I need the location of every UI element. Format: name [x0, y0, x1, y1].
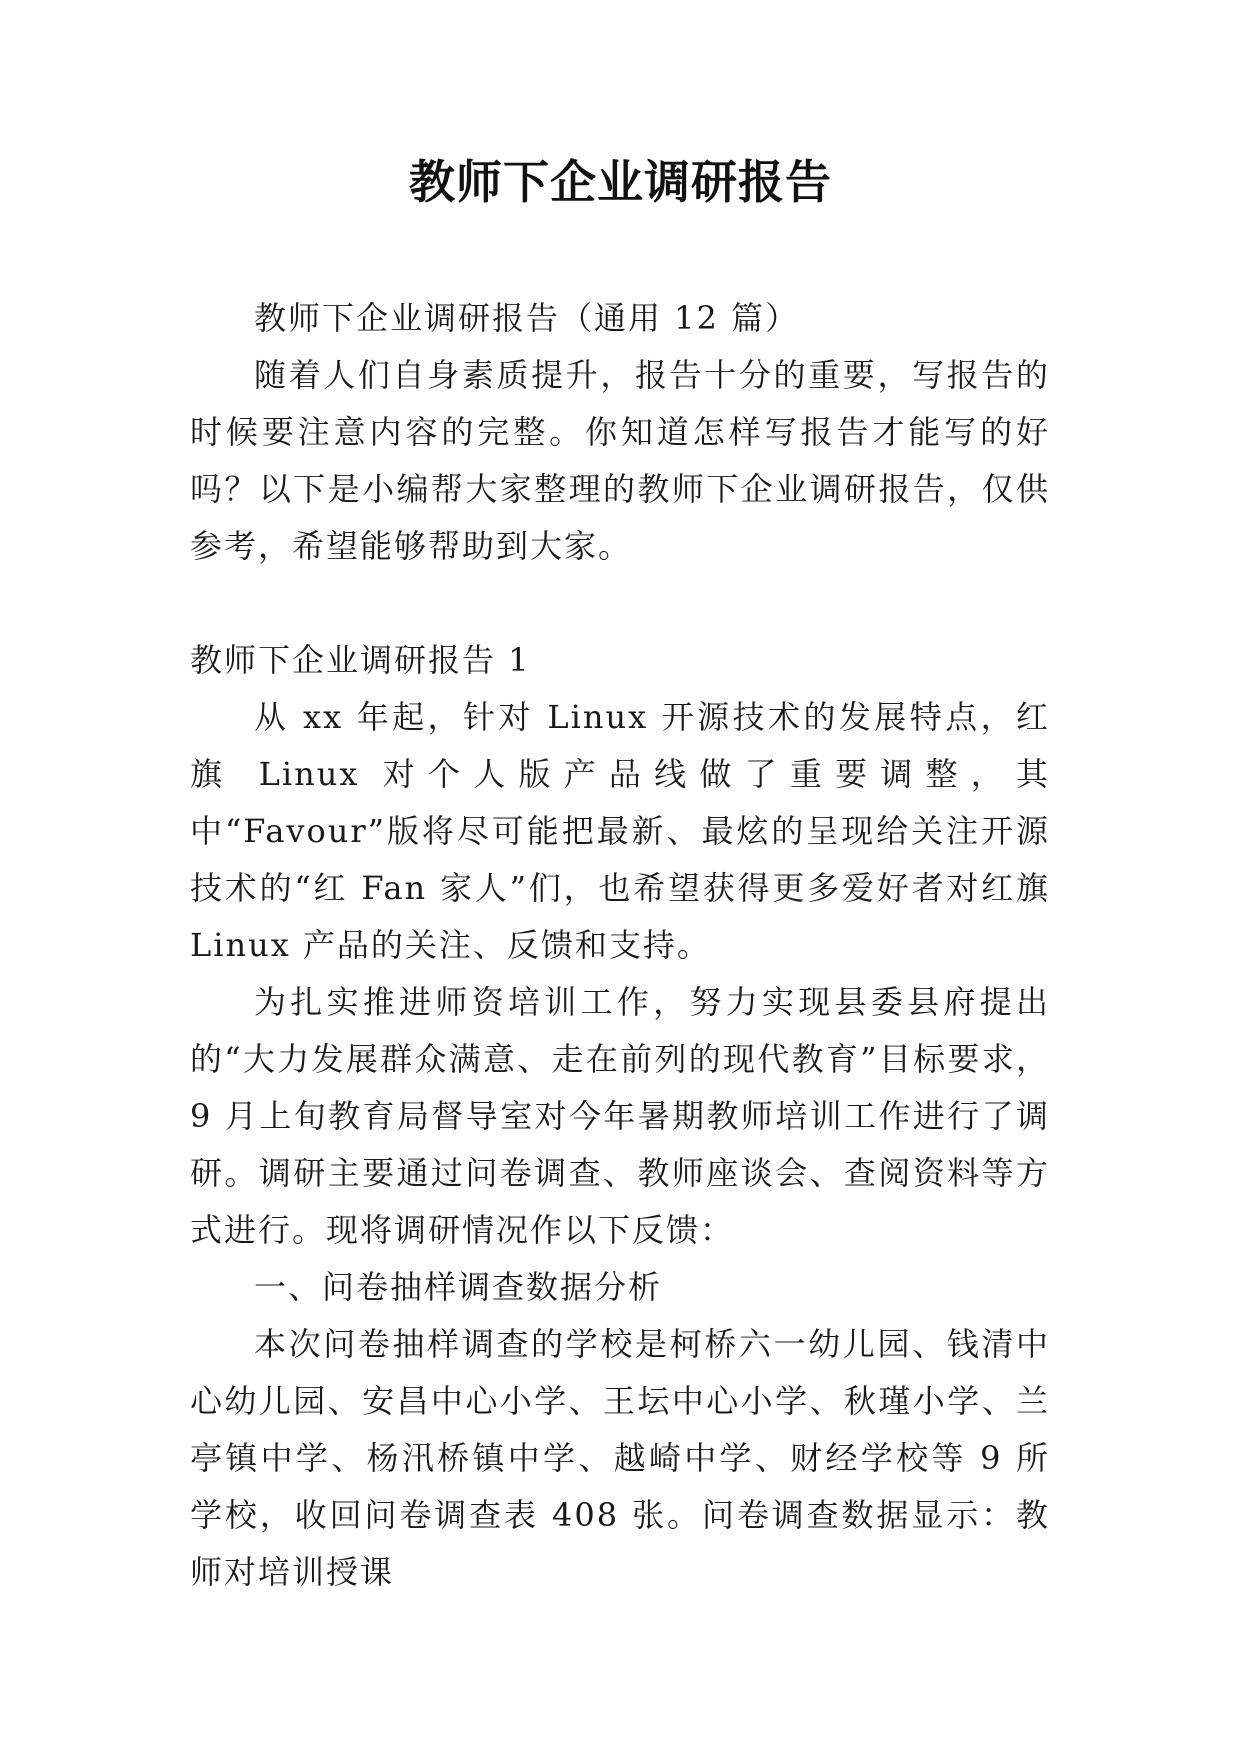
paragraph-training: 为扎实推进师资培训工作，努力实现县委县府提出的“大力发展群众满意、走在前列的现代教育”目标要求，9 月上旬教育局督导室对今年暑期教师培训工作进行了调研。调研主要通过问卷调查、教师座谈会、查阅资料等方式进行。现将调研情况作以下反馈：	[190, 983, 1050, 1249]
section-heading: 教师下企业调研报告 1	[190, 641, 531, 679]
paragraph-subheading: 一、问卷抽样调查数据分析	[254, 1268, 663, 1306]
document-body	[190, 290, 1050, 1601]
document-subtitle: 教师下企业调研报告（通用 12 篇）	[254, 299, 800, 337]
document-title: 教师下企业调研报告	[409, 155, 832, 209]
paragraph-survey: 本次问卷抽样调查的学校是柯桥六一幼儿园、钱清中心幼儿园、安昌中心小学、王坛中心小学、秋瑾小学、兰亭镇中学、杨汛桥镇中学、越崎中学、财经学校等 9 所学校，收回问卷调查表 408 张。问卷调查数据显示：教师对培训授课	[190, 1325, 1050, 1591]
intro-paragraph: 随着人们自身素质提升，报告十分的重要，写报告的时候要注意内容的完整。你知道怎样写报告才能写的好吗？以下是小编帮大家整理的教师下企业调研报告，仅供参考，希望能够帮助到大家。	[190, 356, 1050, 565]
spacer	[190, 575, 1050, 632]
paragraph-linux: 从 xx 年起，针对 Linux 开源技术的发展特点，红旗 Linux 对个人版产品线做了重要调整，其中“Favour”版将尽可能把最新、最炫的呈现给关注开源技术的“红 Fan 家人”们，也希望获得更多爱好者对红旗 Linux 产品的关注、反馈和支持。	[190, 698, 1050, 964]
